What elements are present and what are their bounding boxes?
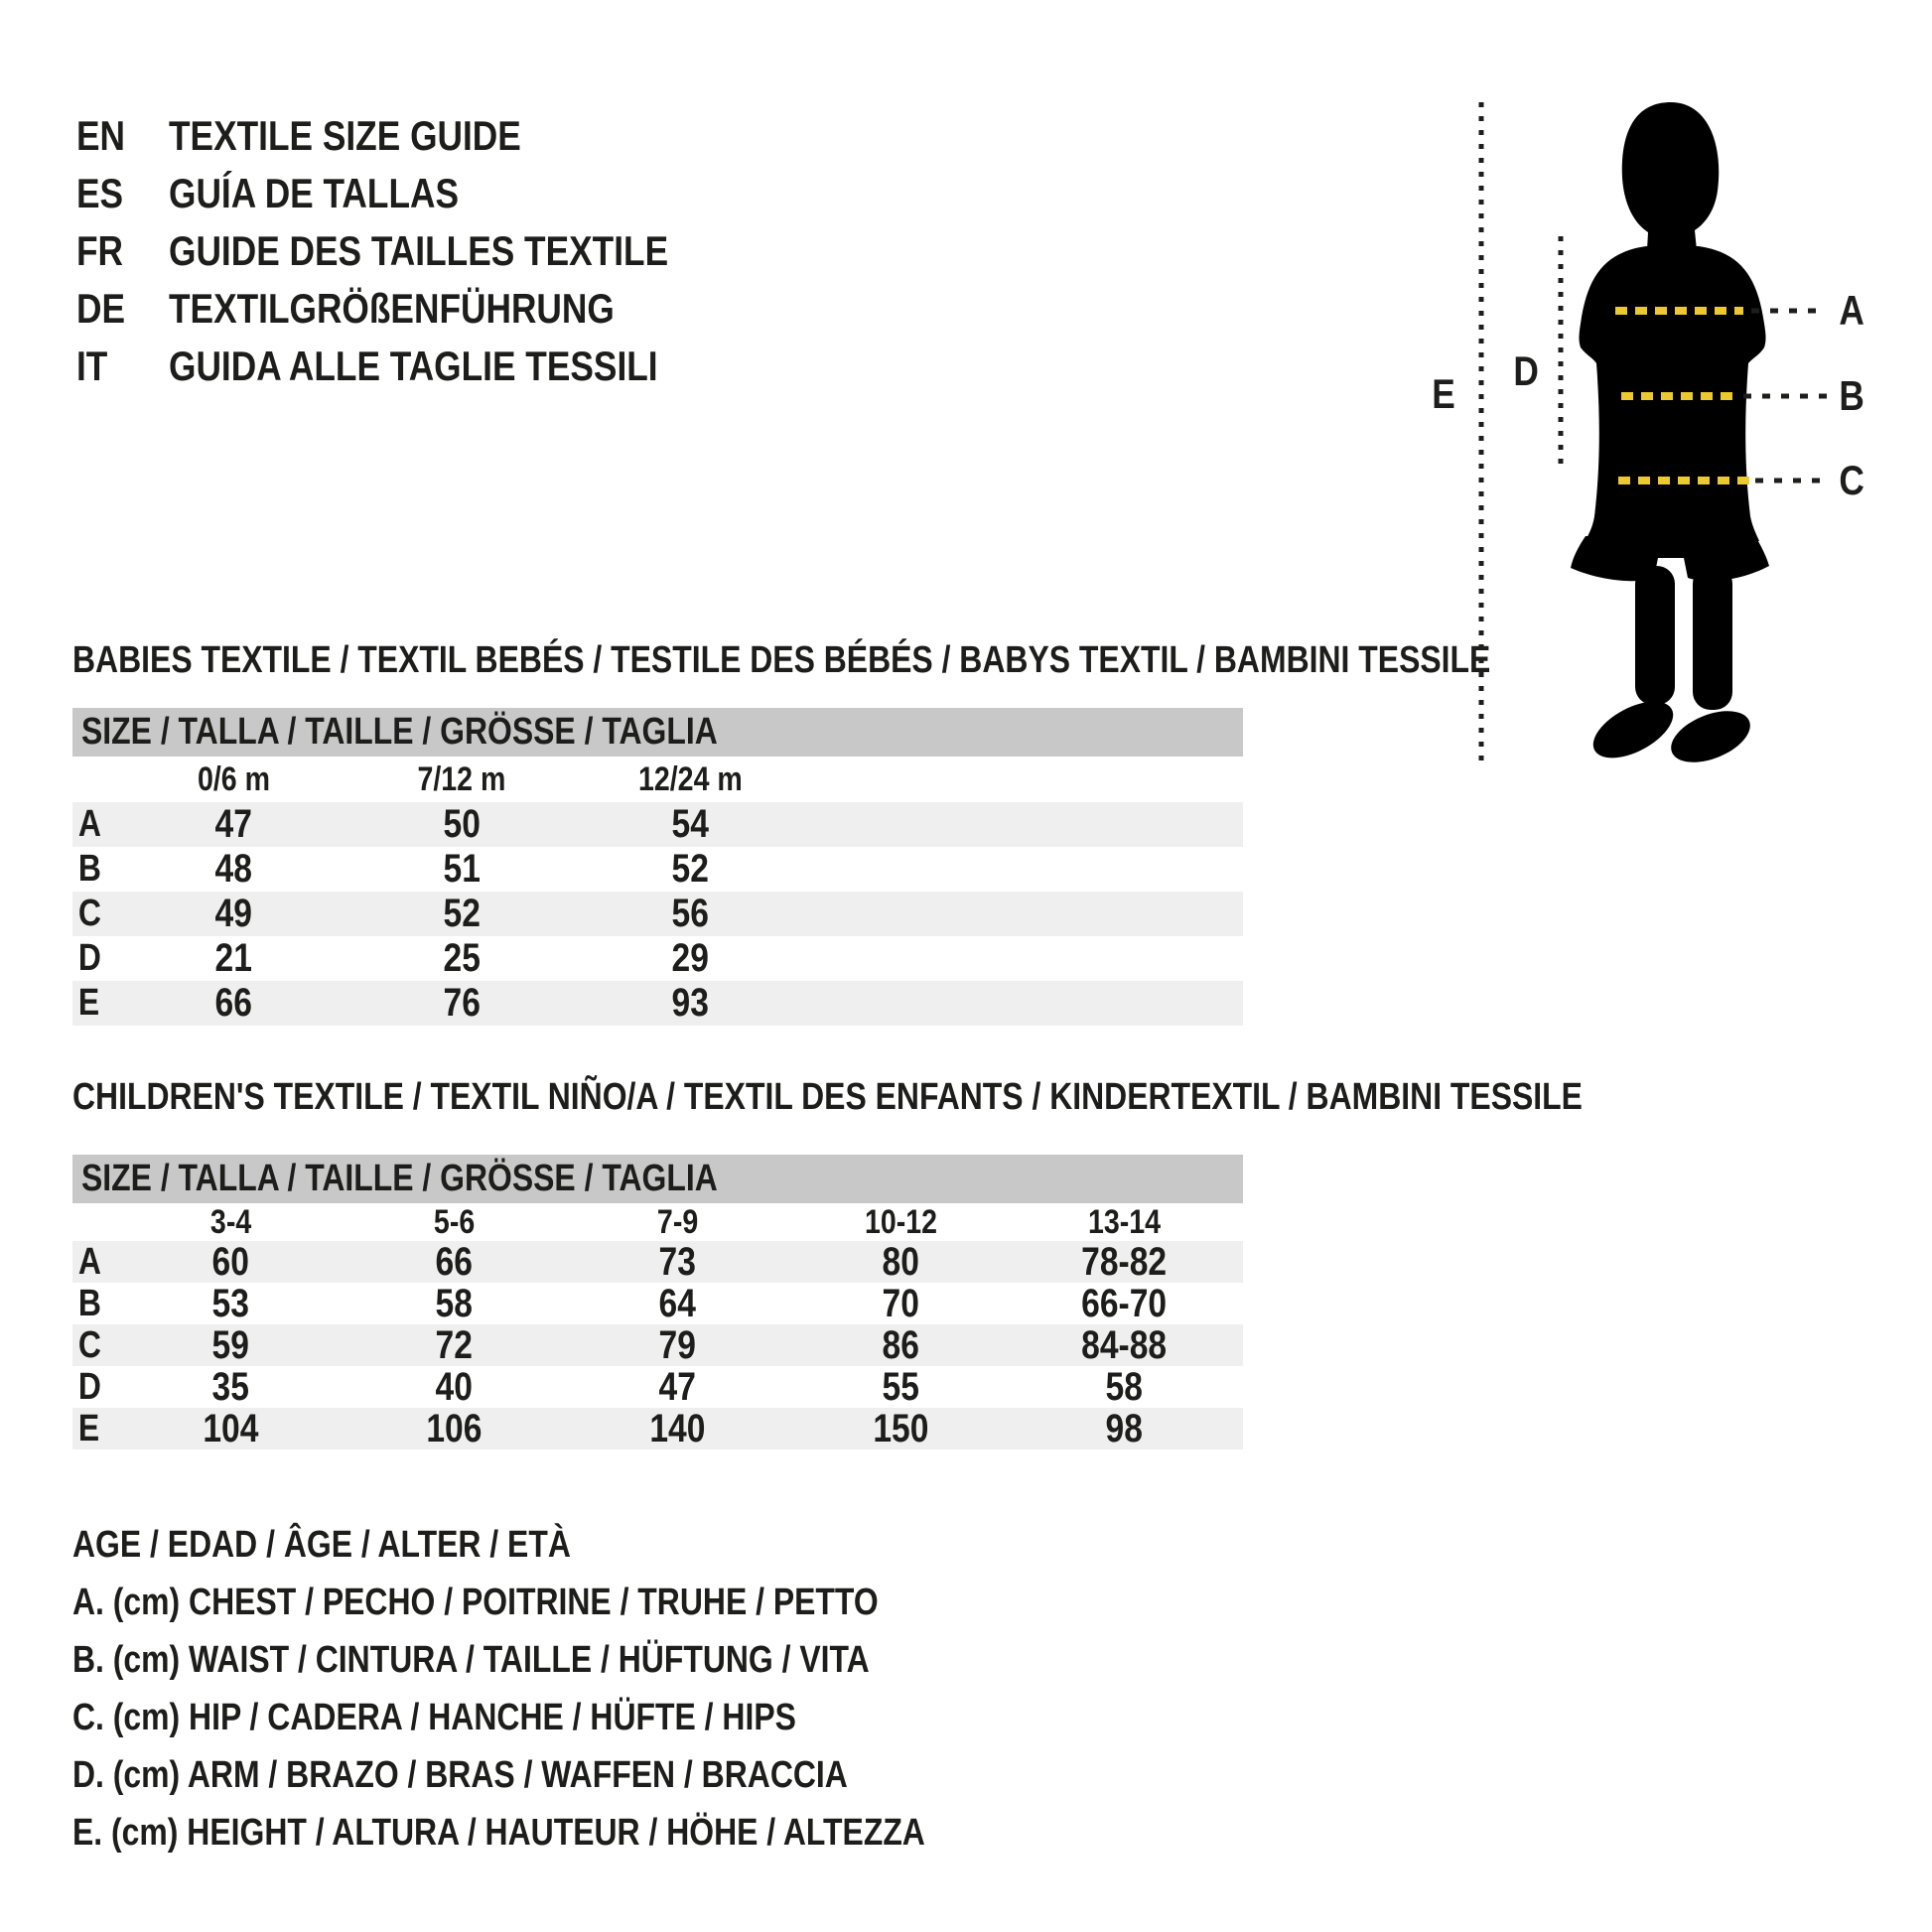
children-cell-e-4 — [1013, 1407, 1236, 1451]
children-row-key: B — [77, 1282, 101, 1324]
babies-column-header-label-1: 7/12 m — [417, 759, 506, 798]
children-value-d-2: 47 — [658, 1364, 697, 1409]
legend-text-hip: C. (cm) HIP / CADERA / HANCHE / HÜFTE / HIPS — [72, 1697, 796, 1738]
language-code: FR — [76, 227, 124, 274]
babies-section-title: BABIES TEXTILE / TEXTIL BEBÉS / TESTILE DES BÉBÉS / BABYS TEXTIL / BAMBINI TESSILE — [72, 639, 1491, 681]
measure-label-e: E — [1432, 370, 1455, 417]
children-size-header-bar — [72, 1155, 1243, 1203]
children-row-c — [72, 1324, 1243, 1366]
legend-text-waist: B. (cm) WAIST / CINTURA / TAILLE / HÜFTUNG / VITA — [72, 1639, 870, 1681]
language-title: TEXTILGRÖßENFÜHRUNG — [169, 285, 615, 332]
legend-line-waist — [72, 1631, 1087, 1689]
children-cell-b-2 — [566, 1282, 789, 1326]
language-row-fr — [76, 222, 763, 280]
children-value-c-3: 86 — [882, 1322, 920, 1367]
children-value-d-4: 58 — [1105, 1364, 1144, 1409]
children-column-header-label-1: 5-6 — [433, 1202, 476, 1241]
language-title-list — [76, 107, 763, 395]
children-column-header-label-2: 7-9 — [656, 1202, 699, 1241]
babies-cell-d-2 — [576, 936, 804, 981]
babies-cell-b-2 — [576, 847, 804, 892]
children-value-a-0: 60 — [211, 1239, 250, 1284]
children-cell-a-1 — [343, 1240, 566, 1285]
children-column-header-0 — [119, 1203, 343, 1242]
children-value-b-4: 66-70 — [1081, 1281, 1168, 1325]
children-cell-b-4 — [1013, 1282, 1236, 1326]
babies-cell-c-1 — [347, 892, 576, 936]
babies-row-key: C — [77, 893, 101, 934]
silhouette-left-leg — [1635, 566, 1675, 705]
babies-size-header-label: SIZE / TALLA / TAILLE / GRÖSSE / TAGLIA — [81, 711, 718, 753]
legend-line-chest — [72, 1574, 1087, 1631]
children-cell-e-3 — [789, 1407, 1013, 1451]
children-value-d-1: 40 — [435, 1364, 474, 1409]
children-value-a-4: 78-82 — [1081, 1239, 1168, 1284]
children-row-d — [72, 1366, 1243, 1408]
babies-value-b-2: 52 — [671, 847, 709, 891]
language-row-en — [76, 107, 763, 165]
language-title: TEXTILE SIZE GUIDE — [169, 112, 521, 159]
children-row-a — [72, 1241, 1243, 1283]
silhouette-right-foot — [1664, 701, 1757, 772]
babies-value-a-0: 47 — [214, 802, 252, 846]
babies-row-c — [72, 892, 1243, 936]
babies-row-key: E — [77, 982, 100, 1024]
children-value-b-3: 70 — [882, 1281, 920, 1325]
children-cell-b-0 — [119, 1282, 343, 1326]
children-column-header-row — [72, 1203, 1243, 1241]
babies-cell-e-0 — [119, 981, 347, 1026]
children-rows — [72, 1241, 1243, 1449]
language-row-es — [76, 165, 763, 222]
language-row-de — [76, 280, 763, 338]
legend-line-age — [72, 1516, 1087, 1574]
babies-value-a-2: 54 — [671, 802, 709, 846]
babies-column-header-label-0: 0/6 m — [197, 759, 270, 798]
children-cell-e-0 — [119, 1407, 343, 1451]
legend-text-chest: A. (cm) CHEST / PECHO / POITRINE / TRUHE / PETTO — [72, 1582, 879, 1623]
legend-line-arm — [72, 1746, 1087, 1804]
babies-row-e — [72, 981, 1243, 1026]
children-section-title: CHILDREN'S TEXTILE / TEXTIL NIÑO/A / TEXTIL DES ENFANTS / KINDERTEXTIL / BAMBINI TESSILE — [72, 1076, 1583, 1118]
children-value-b-2: 64 — [658, 1281, 697, 1325]
children-cell-e-1 — [343, 1407, 566, 1451]
children-row-e — [72, 1408, 1243, 1449]
children-column-header-1 — [343, 1203, 566, 1242]
measure-label-c: C — [1839, 457, 1864, 503]
babies-cell-a-0 — [119, 802, 347, 847]
children-value-c-1: 72 — [435, 1322, 474, 1367]
children-value-c-0: 59 — [211, 1322, 250, 1367]
babies-column-header-label-2: 12/24 m — [637, 759, 743, 798]
measure-label-b: B — [1839, 372, 1864, 419]
legend-line-hip — [72, 1689, 1087, 1746]
babies-row-key: D — [77, 937, 101, 979]
legend-text-arm: D. (cm) ARM / BRAZO / BRAS / WAFFEN / BRACCIA — [72, 1754, 848, 1796]
babies-value-b-0: 48 — [214, 847, 252, 891]
children-column-header-label-4: 13-14 — [1087, 1202, 1162, 1241]
children-cell-c-1 — [343, 1323, 566, 1368]
children-cell-d-1 — [343, 1365, 566, 1410]
measure-label-a: A — [1839, 287, 1864, 334]
babies-cell-b-1 — [347, 847, 576, 892]
children-row-key: D — [77, 1365, 101, 1408]
babies-value-b-1: 51 — [443, 847, 481, 891]
babies-value-e-0: 66 — [214, 981, 252, 1025]
children-value-c-2: 79 — [658, 1322, 697, 1367]
children-cell-c-3 — [789, 1323, 1013, 1368]
children-cell-d-0 — [119, 1365, 343, 1410]
language-title: GUÍA DE TALLAS — [169, 170, 460, 216]
children-row-b — [72, 1283, 1243, 1324]
babies-row-a — [72, 802, 1243, 847]
babies-value-e-1: 76 — [443, 981, 481, 1025]
babies-row-d — [72, 936, 1243, 981]
babies-column-header-0 — [119, 760, 347, 799]
children-row-key: C — [77, 1323, 101, 1366]
silhouette-left-foot — [1585, 690, 1682, 769]
language-row-it — [76, 338, 763, 395]
legend-text-height: E. (cm) HEIGHT / ALTURA / HAUTEUR / HÖHE / ALTEZZA — [72, 1812, 925, 1854]
babies-cell-a-2 — [576, 802, 804, 847]
children-value-c-4: 84-88 — [1081, 1322, 1168, 1367]
language-code: IT — [76, 343, 108, 389]
children-column-header-3 — [789, 1203, 1013, 1242]
silhouette-right-leg — [1693, 566, 1732, 710]
children-value-d-3: 55 — [882, 1364, 920, 1409]
legend-text-age: AGE / EDAD / ÂGE / ALTER / ETÀ — [72, 1524, 571, 1566]
babies-cell-b-0 — [119, 847, 347, 892]
measurement-legend — [72, 1516, 1087, 1862]
children-size-table — [72, 1155, 1243, 1449]
babies-cell-d-0 — [119, 936, 347, 981]
language-title: GUIDE DES TAILLES TEXTILE — [169, 227, 669, 274]
babies-cell-c-2 — [576, 892, 804, 936]
children-value-a-1: 66 — [435, 1239, 474, 1284]
babies-size-table — [72, 708, 1243, 1026]
children-value-e-3: 150 — [873, 1406, 929, 1450]
legend-line-height — [72, 1804, 1087, 1862]
children-cell-d-4 — [1013, 1365, 1236, 1410]
children-value-b-0: 53 — [211, 1281, 250, 1325]
babies-cell-d-1 — [347, 936, 576, 981]
children-column-header-4 — [1013, 1203, 1236, 1242]
children-cell-c-4 — [1013, 1323, 1236, 1368]
children-row-key: E — [77, 1407, 100, 1449]
babies-value-e-2: 93 — [671, 981, 709, 1025]
babies-column-header-row — [72, 757, 1243, 802]
children-column-header-label-0: 3-4 — [209, 1202, 252, 1241]
children-value-e-2: 140 — [649, 1406, 706, 1450]
child-silhouette-diagram — [1430, 79, 1932, 789]
measure-label-d: D — [1513, 347, 1539, 394]
babies-cell-e-2 — [576, 981, 804, 1026]
babies-rows — [72, 802, 1243, 1026]
language-code: ES — [76, 170, 124, 216]
language-title: GUIDA ALLE TAGLIE TESSILI — [169, 343, 658, 389]
silhouette-head — [1622, 102, 1719, 250]
children-section-title-row — [72, 1077, 1870, 1117]
children-value-b-1: 58 — [435, 1281, 474, 1325]
children-value-a-3: 80 — [882, 1239, 920, 1284]
babies-value-d-0: 21 — [214, 936, 252, 980]
children-value-a-2: 73 — [658, 1239, 697, 1284]
babies-column-header-2 — [576, 760, 804, 799]
children-cell-a-3 — [789, 1240, 1013, 1285]
children-cell-d-2 — [566, 1365, 789, 1410]
babies-cell-a-1 — [347, 802, 576, 847]
babies-value-a-1: 50 — [443, 802, 481, 846]
babies-cell-c-0 — [119, 892, 347, 936]
babies-value-c-1: 52 — [443, 892, 481, 935]
babies-value-c-0: 49 — [214, 892, 252, 935]
children-value-e-0: 104 — [203, 1406, 259, 1450]
language-code: EN — [76, 112, 126, 159]
babies-column-header-1 — [347, 760, 576, 799]
children-cell-a-4 — [1013, 1240, 1236, 1285]
children-cell-e-2 — [566, 1407, 789, 1451]
babies-row-b — [72, 847, 1243, 892]
babies-row-key: B — [77, 848, 101, 890]
children-cell-a-2 — [566, 1240, 789, 1285]
babies-cell-e-1 — [347, 981, 576, 1026]
babies-size-header-bar — [72, 708, 1243, 757]
children-cell-b-1 — [343, 1282, 566, 1326]
children-cell-d-3 — [789, 1365, 1013, 1410]
children-cell-b-3 — [789, 1282, 1013, 1326]
babies-section-title-row — [72, 640, 1760, 680]
children-column-header-2 — [566, 1203, 789, 1242]
language-code: DE — [76, 285, 126, 332]
babies-value-c-2: 56 — [671, 892, 709, 935]
babies-row-key: A — [77, 803, 101, 845]
babies-value-d-2: 29 — [671, 936, 709, 980]
children-value-e-4: 98 — [1105, 1406, 1144, 1450]
children-value-d-0: 35 — [211, 1364, 250, 1409]
children-cell-c-2 — [566, 1323, 789, 1368]
children-size-header-label: SIZE / TALLA / TAILLE / GRÖSSE / TAGLIA — [81, 1158, 718, 1199]
babies-value-d-1: 25 — [443, 936, 481, 980]
children-column-header-label-3: 10-12 — [864, 1202, 938, 1241]
children-cell-c-0 — [119, 1323, 343, 1368]
children-value-e-1: 106 — [426, 1406, 483, 1450]
children-cell-a-0 — [119, 1240, 343, 1285]
children-row-key: A — [77, 1240, 101, 1283]
